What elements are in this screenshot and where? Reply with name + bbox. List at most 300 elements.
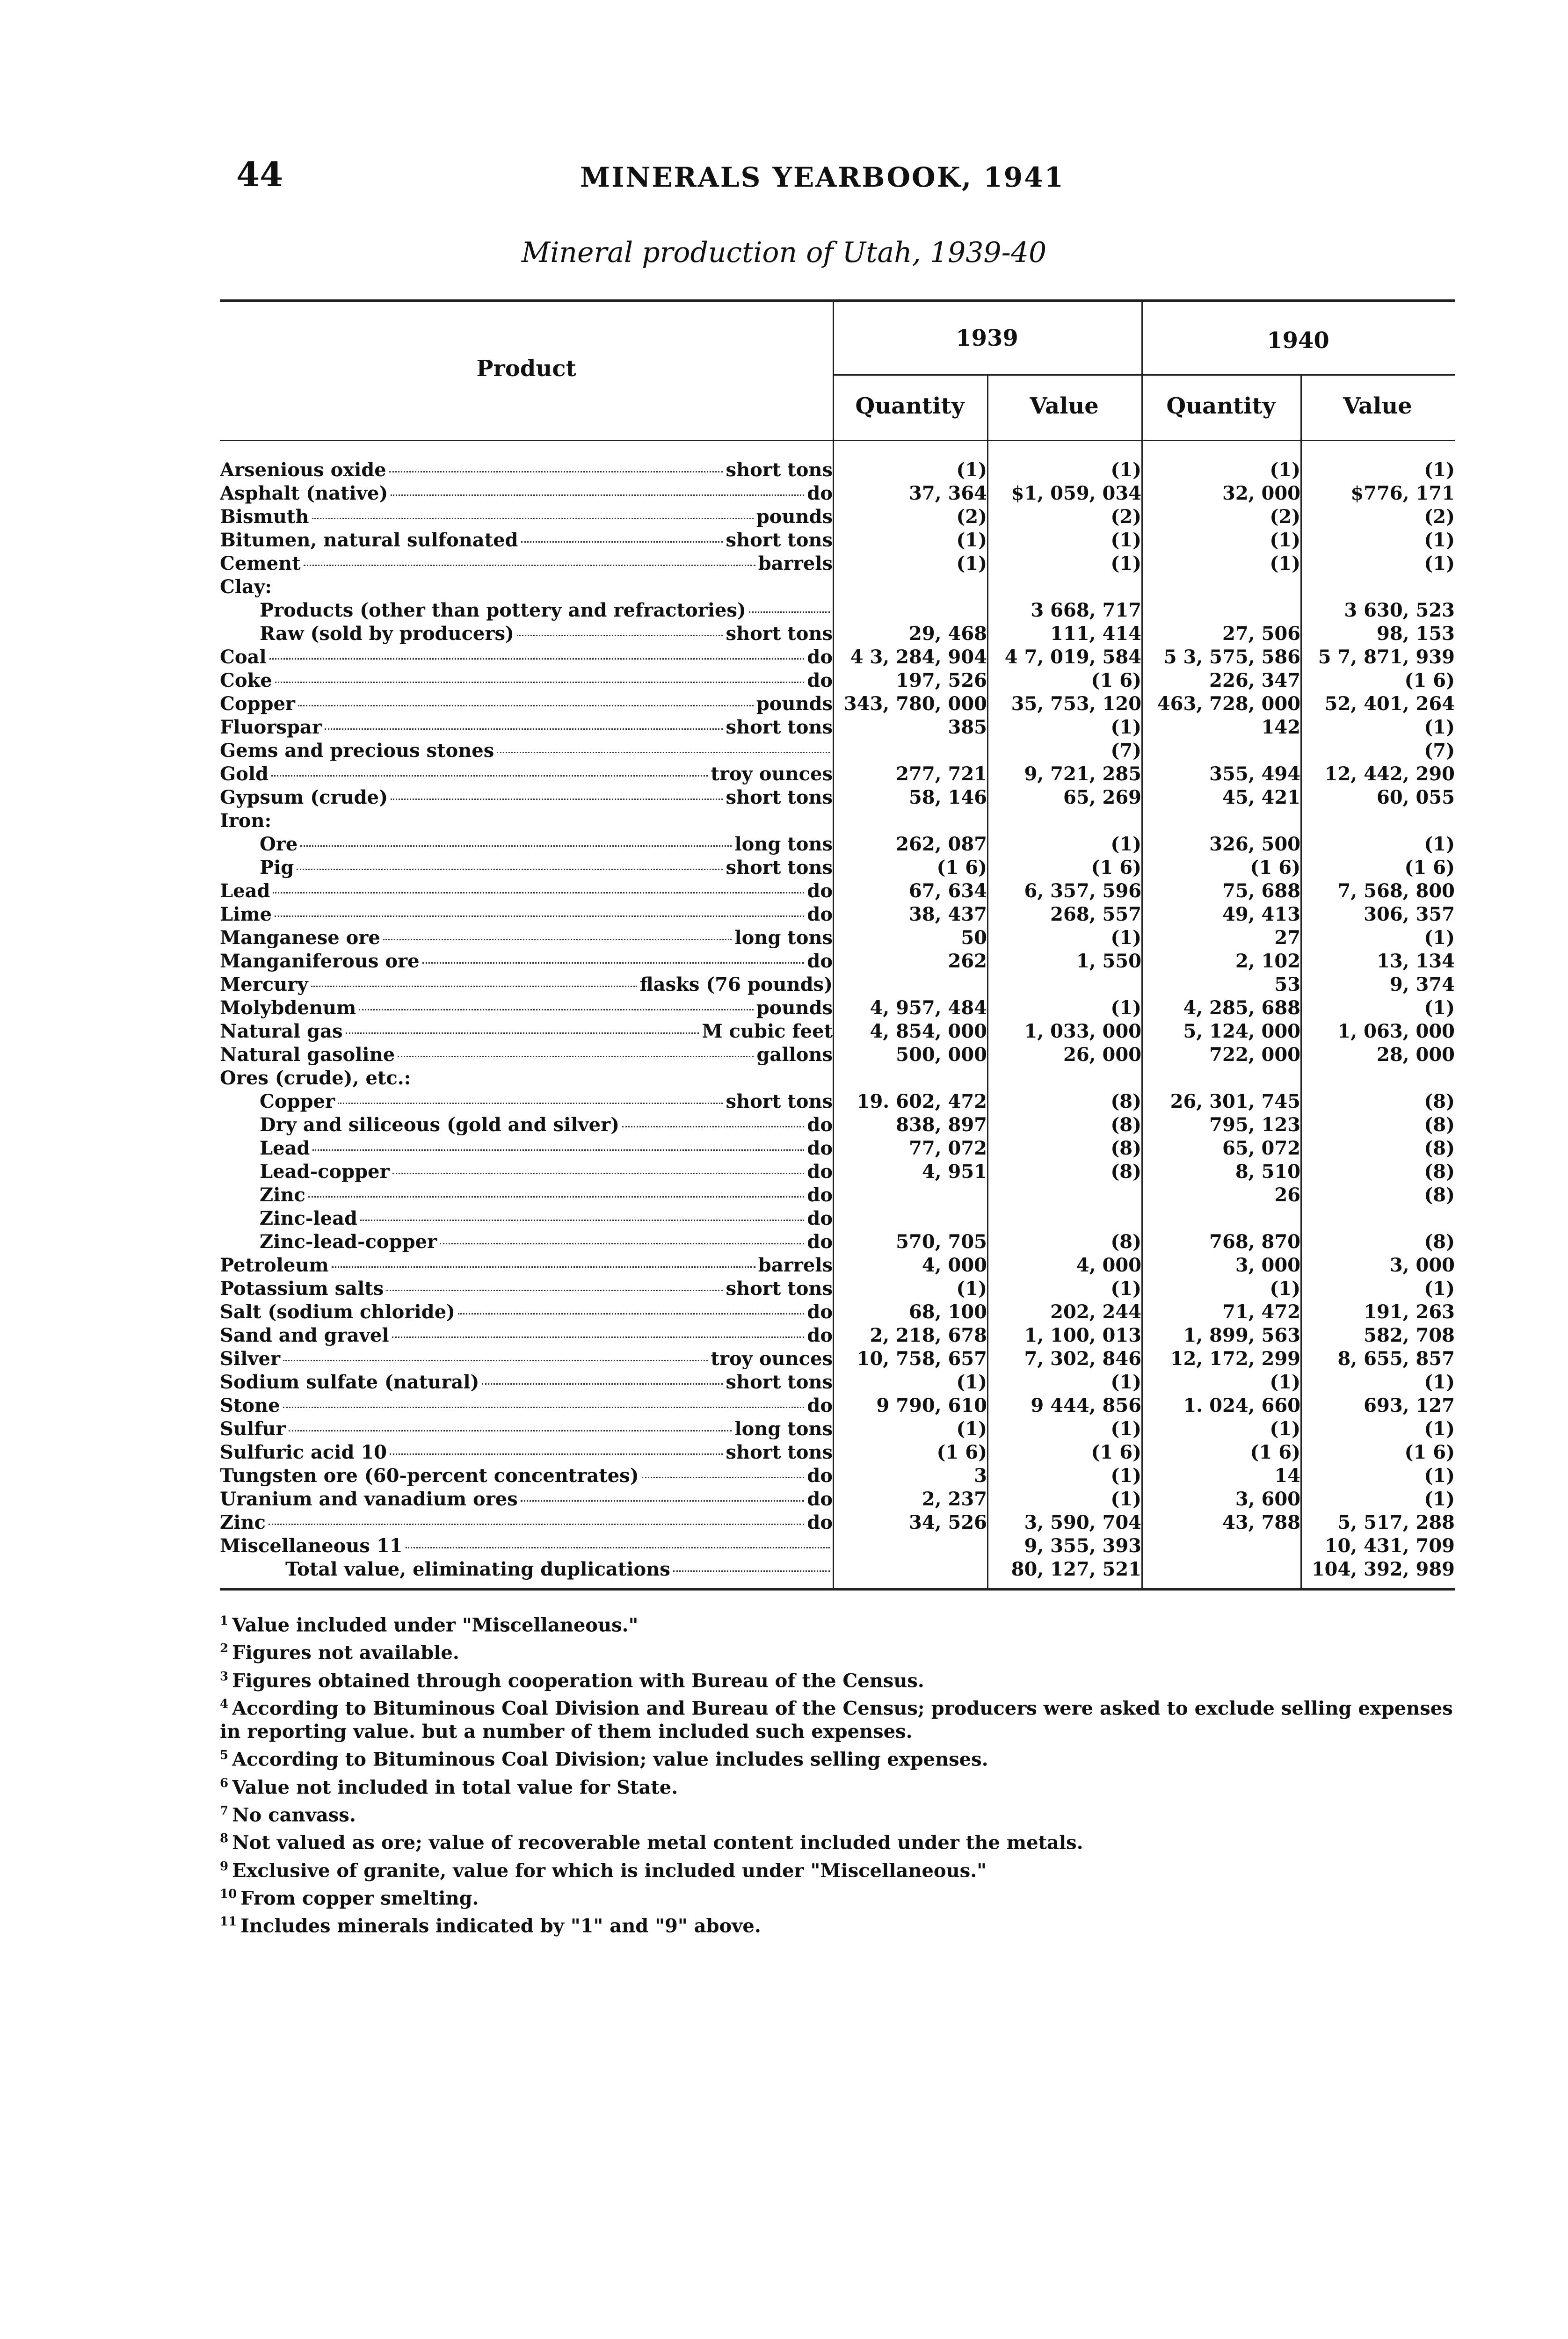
product-name: Molybdenum [220, 997, 356, 1019]
table-row [220, 1254, 1455, 1277]
product-unit: short tons [726, 1278, 833, 1300]
quantity-1940: 43, 788 [1222, 1511, 1300, 1533]
value-1939: (1) [1111, 997, 1141, 1019]
value-1939 [987, 1207, 1141, 1230]
footnote [220, 1693, 1455, 1743]
footnote-mark: 6 [220, 1776, 229, 1790]
product-cell [220, 1417, 833, 1441]
value-1940: (1) [1424, 1465, 1455, 1487]
product-unit: short tons [726, 857, 833, 879]
quantity-1939: 67, 634 [908, 880, 987, 902]
product-name: Zinc-lead [260, 1207, 357, 1229]
leader-dots [392, 1337, 805, 1338]
product-cell [220, 1300, 833, 1324]
table-row [220, 926, 1455, 950]
value-1940: 10, 431, 709 [1324, 1535, 1455, 1557]
product-cell [220, 996, 833, 1020]
footnote [220, 1665, 1455, 1693]
value-1939: (1) [1111, 1488, 1141, 1510]
product-name: Lime [220, 903, 272, 925]
product-line [220, 1020, 833, 1043]
product-line [220, 1488, 833, 1511]
product-name: Dry and siliceous (gold and silver) [260, 1114, 620, 1136]
product-line [220, 1417, 833, 1441]
product-name: Lead [260, 1137, 310, 1159]
value-1940: (1) [1424, 459, 1455, 481]
quantity-1940 [1141, 1207, 1300, 1230]
product-line [220, 1511, 833, 1534]
product-cell [220, 1113, 833, 1137]
product-name: Fluorspar [220, 716, 322, 738]
quantity-1940: 12, 172, 299 [1170, 1348, 1300, 1370]
product-name: Sulfur [220, 1418, 286, 1440]
table-row [220, 552, 1455, 575]
product-name: Miscellaneous 11 [220, 1535, 403, 1557]
quantity-1940: 26 [1274, 1184, 1300, 1206]
leader-dots [360, 1220, 804, 1221]
value-1939 [987, 809, 1141, 833]
value-1939: 202, 244 [1050, 1301, 1141, 1323]
quantity-1940: (1 6) [1250, 1441, 1300, 1463]
leader-dots [391, 494, 804, 496]
value-1940: 693, 127 [1364, 1395, 1455, 1416]
data-table [220, 458, 1455, 1581]
product-cell [220, 903, 833, 926]
product-name: Natural gas [220, 1020, 343, 1042]
value-1939: 9, 721, 285 [1024, 763, 1141, 785]
product-line [220, 763, 833, 786]
header-value-1940: Value [1343, 393, 1412, 419]
product-name: Bismuth [220, 506, 309, 528]
quantity-1939: 29, 468 [908, 623, 987, 645]
quantity-1940: (1) [1270, 1278, 1300, 1300]
product-name: Manganiferous ore [220, 950, 420, 972]
value-1939: (7) [1111, 740, 1141, 762]
product-cell [220, 926, 833, 950]
product-name: Cement [220, 552, 301, 574]
footnote-text: Value included under "Miscellaneous." [232, 1614, 639, 1636]
footnote-mark: 5 [220, 1748, 229, 1763]
value-1939: 3 668, 717 [1031, 599, 1141, 621]
product-line [220, 1324, 833, 1347]
product-unit: do [807, 1465, 833, 1487]
table-row [220, 1417, 1455, 1441]
quantity-1940: 49, 413 [1222, 903, 1300, 925]
product-unit: long tons [734, 1418, 833, 1440]
product-unit: short tons [726, 459, 833, 481]
header-year-1940: 1940 [1267, 327, 1329, 354]
product-name: Bitumen, natural sulfonated [220, 529, 518, 551]
quantity-1939: (2) [956, 506, 987, 528]
leader-dots [311, 986, 637, 987]
product-cell [220, 1371, 833, 1394]
footnote-text: Exclusive of granite, value for which is included under "Miscellaneous." [232, 1859, 987, 1881]
value-1940: 8, 655, 857 [1337, 1348, 1455, 1370]
quantity-1940: 795, 123 [1209, 1114, 1300, 1136]
leader-dots [406, 1547, 830, 1548]
leader-dots [312, 1149, 804, 1151]
product-cell [220, 692, 833, 716]
leader-dots [298, 705, 754, 706]
quantity-1939 [833, 1067, 987, 1090]
quantity-1940: 4, 285, 688 [1183, 997, 1300, 1019]
product-unit: do [807, 1207, 833, 1229]
table-row [220, 1043, 1455, 1067]
leader-dots [346, 1032, 699, 1034]
total-line [220, 1558, 833, 1581]
quantity-1939: 10, 758, 657 [857, 1348, 987, 1370]
value-1939: (1 6) [1091, 857, 1141, 879]
value-1939: (1) [1111, 1418, 1141, 1440]
product-name: Uranium and vanadium ores [220, 1488, 518, 1510]
quantity-1940: (1) [1270, 459, 1300, 481]
product-name: Iron: [220, 810, 272, 832]
product-unit: do [807, 1114, 833, 1136]
quantity-1940: 1, 899, 563 [1183, 1324, 1300, 1346]
quantity-1939: 262 [948, 950, 987, 972]
product-cell [220, 622, 833, 646]
quantity-1939: 58, 146 [908, 786, 987, 808]
value-1940: (1) [1424, 1488, 1455, 1510]
product-line [220, 692, 833, 716]
quantity-1940: 27, 506 [1222, 623, 1300, 645]
header-bottom-rule [220, 440, 1455, 441]
quantity-1939: 19. 602, 472 [857, 1090, 987, 1112]
running-head: MINERALS YEARBOOK, 1941 [580, 161, 1065, 193]
quantity-1939: 4, 000 [922, 1254, 987, 1276]
product-line [220, 1230, 833, 1254]
leader-dots [269, 1524, 805, 1525]
table-row [220, 809, 1455, 833]
value-1940: 582, 708 [1364, 1324, 1455, 1346]
header-quantity-1940: Quantity [1166, 393, 1276, 419]
total-row [220, 1558, 1455, 1581]
table-row [220, 1371, 1455, 1394]
table-row [220, 1020, 1455, 1043]
table-row [220, 716, 1455, 739]
leader-dots [297, 869, 723, 870]
footnote-text: According to Bituminous Coal Division and Bureau of the Census; producers were asked to exclude selling expenses in reporting value. but a number of them included such expenses. [220, 1697, 1453, 1743]
footnote [220, 1743, 1455, 1771]
quantity-1939: 9 790, 610 [876, 1395, 987, 1416]
quantity-1940 [1141, 599, 1300, 622]
product-cell [220, 1488, 833, 1511]
product-line [220, 1464, 833, 1488]
quantity-1940: (2) [1270, 506, 1300, 528]
leader-dots [269, 658, 805, 660]
product-name: Pig [260, 857, 294, 879]
table-row [220, 1300, 1455, 1324]
table-row [220, 763, 1455, 786]
product-name: Tungsten ore (60-percent concentrates) [220, 1465, 639, 1487]
value-1940 [1300, 1207, 1455, 1230]
footnote-mark: 11 [220, 1915, 237, 1929]
product-unit: gallons [756, 1044, 833, 1066]
value-1940 [1300, 575, 1455, 599]
value-1939: (1) [1111, 459, 1141, 481]
value-1940: 13, 134 [1376, 950, 1455, 972]
quantity-1940: (1) [1270, 529, 1300, 551]
quantity-1940: 3, 600 [1235, 1488, 1300, 1510]
table-row [220, 1534, 1455, 1558]
footnote-text: Not valued as ore; value of recoverable metal content included under the metals. [232, 1831, 1083, 1854]
quantity-1939: 838, 897 [896, 1114, 987, 1136]
leader-dots [338, 1103, 723, 1104]
table-row [220, 505, 1455, 529]
table-row [220, 1394, 1455, 1417]
table-row [220, 1113, 1455, 1137]
leader-dots [440, 1243, 804, 1244]
product-name: Arsenious oxide [220, 459, 386, 481]
product-unit: do [807, 1161, 833, 1183]
value-1940: (1) [1424, 997, 1455, 1019]
table-row [220, 458, 1455, 482]
product-cell [220, 879, 833, 903]
product-line [220, 973, 833, 996]
quantity-1939 [833, 1534, 987, 1558]
value-1939: (1) [1111, 716, 1141, 738]
product-unit: short tons [726, 786, 833, 808]
product-unit: short tons [726, 1441, 833, 1463]
quantity-1940: 5 3, 575, 586 [1163, 646, 1300, 668]
product-unit: do [807, 903, 833, 925]
leader-dots [325, 728, 723, 730]
quantity-1940: 32, 000 [1222, 482, 1300, 504]
header-product: Product [476, 356, 576, 382]
value-1940: (8) [1424, 1090, 1455, 1112]
product-line [220, 950, 833, 973]
product-name: Stone [220, 1395, 280, 1416]
product-unit: do [807, 1184, 833, 1206]
value-1940: (8) [1424, 1137, 1455, 1159]
footnote-mark: 9 [220, 1859, 229, 1874]
product-line [220, 903, 833, 926]
leader-dots [497, 752, 830, 753]
product-cell [220, 669, 833, 692]
product-name: Silver [220, 1348, 281, 1370]
table-row [220, 1184, 1455, 1207]
quantity-1940: 326, 500 [1209, 833, 1300, 855]
leader-dots [383, 939, 732, 940]
quantity-1939: (1 6) [936, 857, 987, 879]
product-unit: long tons [734, 927, 833, 949]
table-row [220, 1488, 1455, 1511]
product-line [220, 1207, 833, 1230]
product-cell [220, 1394, 833, 1417]
leader-dots [389, 471, 723, 472]
product-line [220, 599, 833, 622]
value-1940: 12, 442, 290 [1324, 763, 1455, 785]
product-cell [220, 1277, 833, 1300]
product-name: Natural gasoline [220, 1044, 395, 1066]
leader-dots [749, 611, 830, 613]
leader-dots [275, 915, 804, 917]
value-1940: 5 7, 871, 939 [1318, 646, 1455, 668]
product-name: Coal [220, 646, 267, 668]
value-1940: 60, 055 [1376, 786, 1455, 808]
product-line [220, 505, 833, 529]
product-line [220, 1160, 833, 1184]
quantity-1939: 4, 854, 000 [870, 1020, 987, 1042]
value-1939: 9 444, 856 [1031, 1395, 1141, 1416]
quantity-1939: (1) [956, 1278, 987, 1300]
table-row [220, 1441, 1455, 1464]
leader-dots [422, 962, 805, 964]
leader-dots [300, 845, 732, 847]
product-line [220, 739, 833, 763]
value-1939: 7, 302, 846 [1024, 1348, 1141, 1370]
product-name: Copper [260, 1090, 335, 1112]
product-unit: troy ounces [711, 763, 833, 785]
product-name: Ore [260, 833, 298, 855]
table-row [220, 856, 1455, 879]
page-number: 44 [236, 154, 283, 194]
product-name: Gold [220, 763, 269, 785]
value-1940: (7) [1424, 740, 1455, 762]
value-1940: (8) [1424, 1231, 1455, 1253]
product-line [220, 1347, 833, 1371]
product-cell [220, 529, 833, 552]
quantity-1940 [1141, 1067, 1300, 1090]
footnote [220, 1799, 1455, 1827]
product-line [220, 529, 833, 552]
product-line [220, 926, 833, 950]
leader-dots [275, 682, 805, 683]
product-line [220, 1300, 833, 1324]
table-row [220, 482, 1455, 505]
product-unit: short tons [726, 529, 833, 551]
quantity-1940: 226, 347 [1209, 669, 1300, 691]
value-1939: (1) [1111, 552, 1141, 574]
leader-dots [273, 892, 804, 893]
value-1940: (8) [1424, 1161, 1455, 1183]
total-quantity-1940 [1141, 1558, 1300, 1581]
header-value-1939: Value [1030, 393, 1099, 419]
value-1939: 4, 000 [1076, 1254, 1141, 1276]
value-1940: 1, 063, 000 [1337, 1020, 1455, 1042]
leader-dots [386, 1290, 723, 1291]
table-row [220, 599, 1455, 622]
product-cell [220, 833, 833, 856]
product-name: Zinc [220, 1511, 266, 1533]
value-1939: 111, 414 [1050, 623, 1141, 645]
product-cell [220, 973, 833, 996]
product-line [220, 833, 833, 856]
product-cell [220, 575, 833, 599]
quantity-1940: (1 6) [1250, 857, 1300, 879]
value-1939: (1) [1111, 833, 1141, 855]
quantity-1939: 262, 087 [896, 833, 987, 855]
product-line [220, 1137, 833, 1160]
product-unit: short tons [726, 716, 833, 738]
bottom-rule [220, 1588, 1455, 1591]
value-1939: 26, 000 [1063, 1044, 1141, 1066]
quantity-1939: 570, 705 [896, 1231, 987, 1253]
product-line [220, 1184, 833, 1207]
quantity-1940: 14 [1274, 1465, 1300, 1487]
footnote-text: Includes minerals indicated by "1" and "9" above. [240, 1915, 761, 1937]
value-1939: 6, 357, 596 [1024, 880, 1141, 902]
product-unit: do [807, 482, 833, 504]
value-1940 [1300, 1067, 1455, 1090]
product-cell [220, 646, 833, 669]
quantity-1939: 385 [948, 716, 987, 738]
quantity-1939: (1) [956, 459, 987, 481]
product-cell [220, 1137, 833, 1160]
table-row [220, 575, 1455, 599]
product-line [220, 1067, 833, 1090]
product-cell [220, 599, 833, 622]
product-name: Raw (sold by producers) [260, 623, 514, 645]
product-name: Mercury [220, 973, 308, 995]
product-line [220, 809, 833, 833]
quantity-1940: 26, 301, 745 [1170, 1090, 1300, 1112]
leader-dots [359, 1009, 753, 1010]
value-1940: 98, 153 [1376, 623, 1455, 645]
product-line [220, 575, 833, 599]
quantity-1939: (1 6) [936, 1441, 987, 1463]
quantity-1939: 4, 951 [922, 1161, 987, 1183]
product-line [220, 669, 833, 692]
value-1940: 191, 263 [1364, 1301, 1455, 1323]
quantity-1940: 1. 024, 660 [1183, 1395, 1300, 1416]
value-1940: 28, 000 [1376, 1044, 1455, 1066]
quantity-1939: (1) [956, 529, 987, 551]
value-1939: (1) [1111, 1278, 1141, 1300]
quantity-1940: 722, 000 [1209, 1044, 1300, 1066]
product-cell [220, 716, 833, 739]
top-rule [220, 299, 1455, 302]
leader-dots [622, 1126, 804, 1127]
quantity-1939: (1) [956, 552, 987, 574]
quantity-1939: 77, 072 [908, 1137, 987, 1159]
total-quantity-1939 [833, 1558, 987, 1581]
value-1940: (1) [1424, 1278, 1455, 1300]
value-1939: 3, 590, 704 [1024, 1511, 1141, 1533]
product-cell [220, 1090, 833, 1113]
quantity-1939: 34, 526 [908, 1511, 987, 1533]
leader-dots [271, 775, 708, 777]
product-unit: do [807, 669, 833, 691]
quantity-1940: 5, 124, 000 [1183, 1020, 1300, 1042]
product-line [220, 1254, 833, 1277]
product-cell [220, 1020, 833, 1043]
quantity-1939: 197, 526 [896, 669, 987, 691]
product-unit: do [807, 1324, 833, 1346]
product-cell [220, 1464, 833, 1488]
product-unit: do [807, 1137, 833, 1159]
value-1939: (8) [1111, 1161, 1141, 1183]
value-1939: (8) [1111, 1137, 1141, 1159]
value-1939: (1) [1111, 1371, 1141, 1393]
table-row [220, 529, 1455, 552]
header-year-1939: 1939 [956, 325, 1018, 351]
product-unit: do [807, 1395, 833, 1416]
product-name: Lead-copper [260, 1161, 390, 1183]
table-row [220, 622, 1455, 646]
quantity-1939: 50 [961, 927, 987, 949]
leader-dots [332, 1266, 755, 1268]
value-1940: (1) [1424, 1418, 1455, 1440]
value-1939: 1, 033, 000 [1024, 1020, 1141, 1042]
quantity-1940: 53 [1274, 973, 1300, 995]
leader-dots [283, 1360, 708, 1361]
value-1940: 5, 517, 288 [1337, 1511, 1455, 1533]
quantity-1939: 68, 100 [908, 1301, 987, 1323]
footnote-mark: 7 [220, 1803, 229, 1818]
product-cell [220, 1324, 833, 1347]
table-row [220, 786, 1455, 809]
